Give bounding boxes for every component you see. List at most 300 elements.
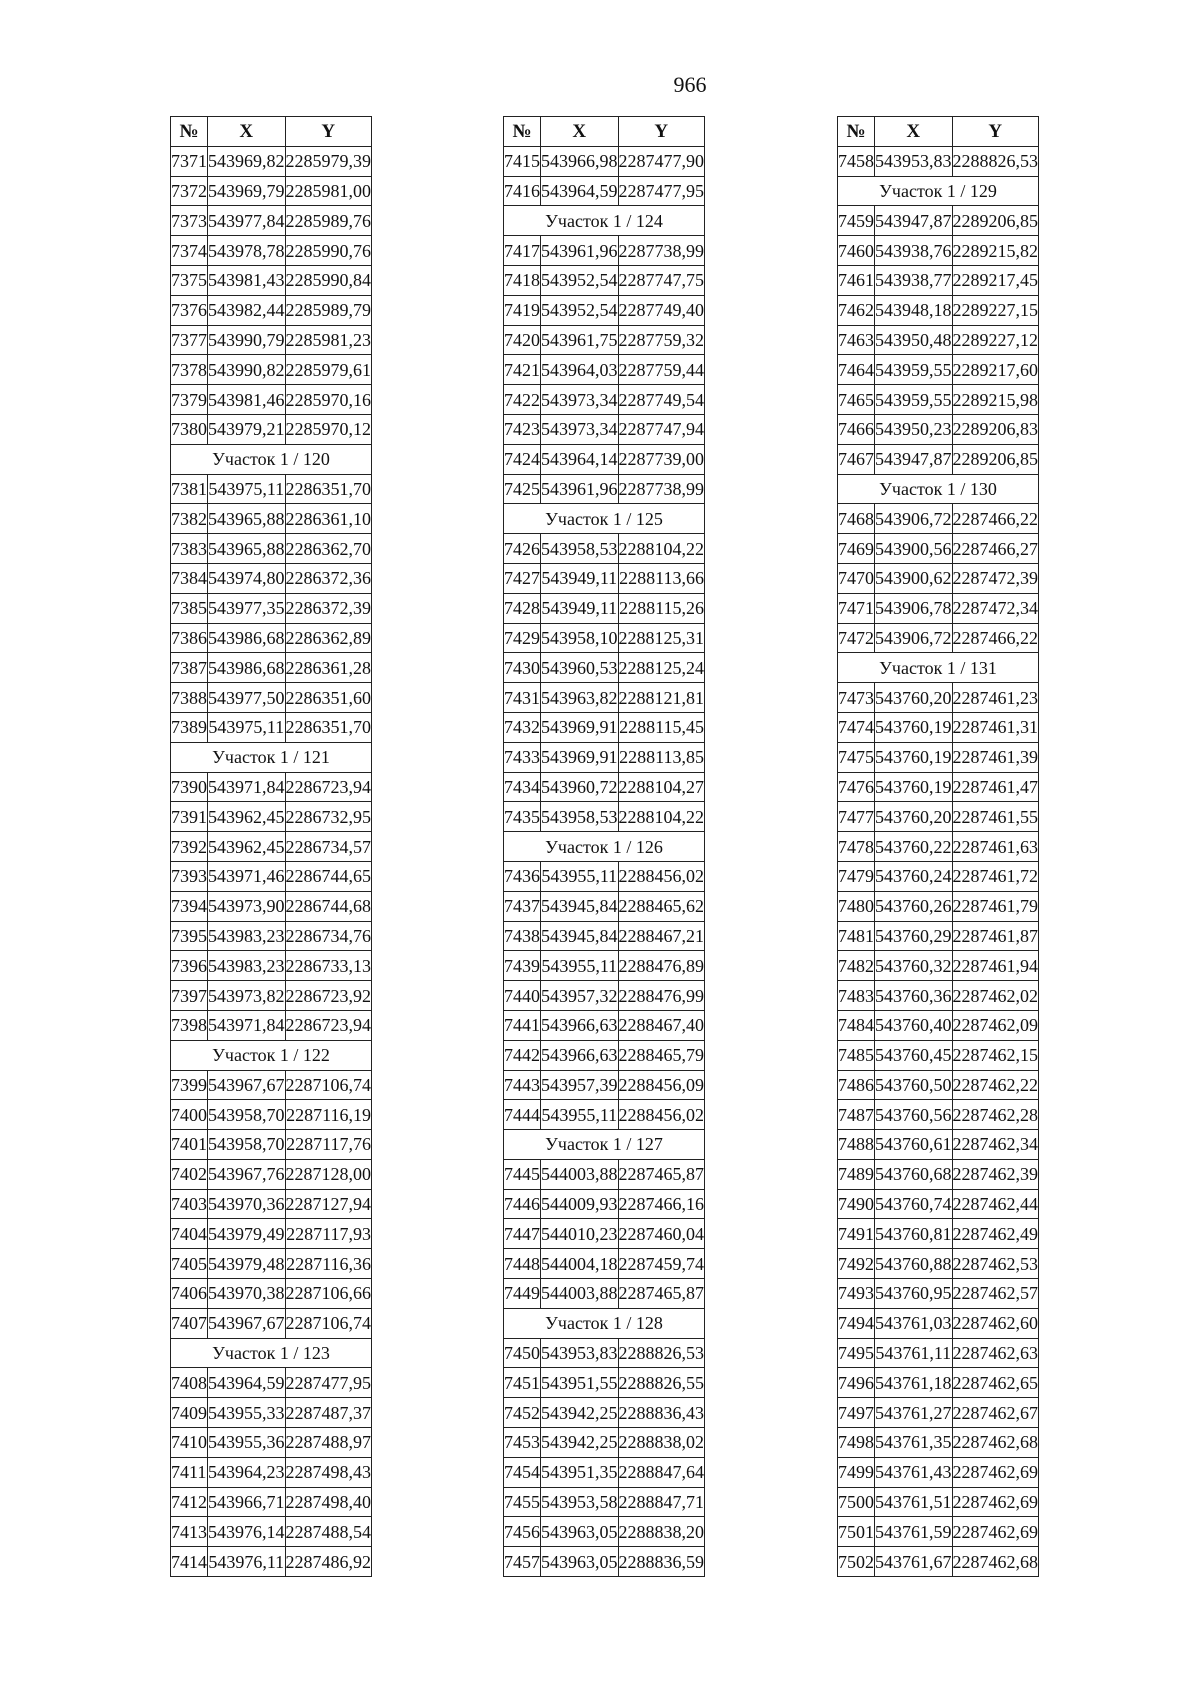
y-coordinate: 2288104,27 bbox=[618, 772, 705, 802]
y-coordinate: 2285981,23 bbox=[285, 325, 372, 355]
y-coordinate: 2289227,15 bbox=[952, 295, 1039, 325]
y-coordinate: 2287106,74 bbox=[285, 1070, 372, 1100]
table-row bbox=[838, 1279, 1039, 1309]
x-coordinate: 543942,25 bbox=[541, 1398, 619, 1428]
point-number: 7386 bbox=[171, 623, 208, 653]
table-row bbox=[171, 981, 372, 1011]
point-number: 7408 bbox=[171, 1368, 208, 1398]
table-row bbox=[838, 1308, 1039, 1338]
y-coordinate: 2288467,40 bbox=[618, 1010, 705, 1040]
point-number: 7436 bbox=[504, 861, 541, 891]
point-number: 7403 bbox=[171, 1189, 208, 1219]
y-coordinate: 2289217,60 bbox=[952, 355, 1039, 385]
point-number: 7391 bbox=[171, 802, 208, 832]
y-coordinate: 2287465,87 bbox=[618, 1279, 705, 1309]
y-coordinate: 2287747,75 bbox=[618, 265, 705, 295]
point-number: 7445 bbox=[504, 1159, 541, 1189]
point-number: 7500 bbox=[838, 1487, 875, 1517]
x-coordinate: 543947,87 bbox=[875, 206, 953, 236]
y-coordinate: 2289215,82 bbox=[952, 236, 1039, 266]
table-row bbox=[838, 951, 1039, 981]
table-row bbox=[171, 832, 372, 862]
y-coordinate: 2287462,34 bbox=[952, 1130, 1039, 1160]
x-coordinate: 543760,95 bbox=[875, 1279, 953, 1309]
table-row bbox=[171, 355, 372, 385]
table-row bbox=[171, 921, 372, 951]
x-coordinate: 543760,19 bbox=[875, 772, 953, 802]
x-coordinate: 543906,78 bbox=[875, 593, 953, 623]
section-title: Участок 1 / 131 bbox=[838, 653, 1039, 683]
x-coordinate: 543945,84 bbox=[541, 891, 619, 921]
point-number: 7426 bbox=[504, 534, 541, 564]
table-row bbox=[504, 295, 705, 325]
y-coordinate: 2288465,62 bbox=[618, 891, 705, 921]
table-row bbox=[171, 653, 372, 683]
point-number: 7389 bbox=[171, 712, 208, 742]
x-coordinate: 543969,91 bbox=[541, 712, 619, 742]
x-coordinate: 543761,18 bbox=[875, 1368, 953, 1398]
x-coordinate: 543969,82 bbox=[208, 146, 286, 176]
y-coordinate: 2287498,40 bbox=[285, 1487, 372, 1517]
x-coordinate: 543971,84 bbox=[208, 1010, 286, 1040]
x-coordinate: 543964,03 bbox=[541, 355, 619, 385]
y-coordinate: 2286744,68 bbox=[285, 891, 372, 921]
x-coordinate: 543973,82 bbox=[208, 981, 286, 1011]
header-y: Y bbox=[285, 117, 372, 147]
point-number: 7380 bbox=[171, 414, 208, 444]
x-coordinate: 543977,35 bbox=[208, 593, 286, 623]
y-coordinate: 2287488,54 bbox=[285, 1517, 372, 1547]
point-number: 7496 bbox=[838, 1368, 875, 1398]
x-coordinate: 543950,23 bbox=[875, 414, 953, 444]
y-coordinate: 2289206,85 bbox=[952, 206, 1039, 236]
table-row bbox=[504, 951, 705, 981]
point-number: 7455 bbox=[504, 1487, 541, 1517]
point-number: 7378 bbox=[171, 355, 208, 385]
point-number: 7466 bbox=[838, 414, 875, 444]
point-number: 7494 bbox=[838, 1308, 875, 1338]
table-row bbox=[504, 534, 705, 564]
x-coordinate: 543952,54 bbox=[541, 295, 619, 325]
x-coordinate: 543983,23 bbox=[208, 921, 286, 951]
point-number: 7495 bbox=[838, 1338, 875, 1368]
point-number: 7461 bbox=[838, 265, 875, 295]
y-coordinate: 2286362,89 bbox=[285, 623, 372, 653]
table-row bbox=[838, 802, 1039, 832]
point-number: 7412 bbox=[171, 1487, 208, 1517]
x-coordinate: 543960,53 bbox=[541, 653, 619, 683]
table-row bbox=[838, 355, 1039, 385]
point-number: 7441 bbox=[504, 1010, 541, 1040]
table-row bbox=[838, 1368, 1039, 1398]
y-coordinate: 2287462,22 bbox=[952, 1070, 1039, 1100]
coordinate-table-2 bbox=[503, 116, 705, 1577]
x-coordinate: 543966,63 bbox=[541, 1040, 619, 1070]
table-row bbox=[171, 772, 372, 802]
table-row bbox=[171, 1547, 372, 1577]
table-row bbox=[171, 1457, 372, 1487]
x-coordinate: 543760,74 bbox=[875, 1189, 953, 1219]
point-number: 7407 bbox=[171, 1308, 208, 1338]
header-y: Y bbox=[952, 117, 1039, 147]
point-number: 7481 bbox=[838, 921, 875, 951]
section-title: Участок 1 / 123 bbox=[171, 1338, 372, 1368]
table-row bbox=[504, 1398, 705, 1428]
x-coordinate: 543952,54 bbox=[541, 265, 619, 295]
point-number: 7438 bbox=[504, 921, 541, 951]
y-coordinate: 2288838,02 bbox=[618, 1428, 705, 1458]
point-number: 7417 bbox=[504, 236, 541, 266]
x-coordinate: 543967,76 bbox=[208, 1159, 286, 1189]
section-title: Участок 1 / 126 bbox=[504, 832, 705, 862]
table-row bbox=[838, 1130, 1039, 1160]
table-row bbox=[171, 1398, 372, 1428]
point-number: 7475 bbox=[838, 742, 875, 772]
table-row bbox=[838, 683, 1039, 713]
point-number: 7483 bbox=[838, 981, 875, 1011]
y-coordinate: 2287462,39 bbox=[952, 1159, 1039, 1189]
x-coordinate: 543964,59 bbox=[208, 1368, 286, 1398]
point-number: 7404 bbox=[171, 1219, 208, 1249]
point-number: 7492 bbox=[838, 1249, 875, 1279]
y-coordinate: 2286351,60 bbox=[285, 683, 372, 713]
table-row bbox=[171, 265, 372, 295]
point-number: 7406 bbox=[171, 1279, 208, 1309]
header-number: № bbox=[504, 117, 541, 147]
x-coordinate: 543969,79 bbox=[208, 176, 286, 206]
y-coordinate: 2288121,81 bbox=[618, 683, 705, 713]
y-coordinate: 2287128,00 bbox=[285, 1159, 372, 1189]
y-coordinate: 2287466,22 bbox=[952, 504, 1039, 534]
x-coordinate: 543983,23 bbox=[208, 951, 286, 981]
y-coordinate: 2286733,13 bbox=[285, 951, 372, 981]
point-number: 7428 bbox=[504, 593, 541, 623]
table-row bbox=[838, 1547, 1039, 1577]
table-row bbox=[504, 1040, 705, 1070]
point-number: 7431 bbox=[504, 683, 541, 713]
point-number: 7470 bbox=[838, 563, 875, 593]
x-coordinate: 543761,59 bbox=[875, 1517, 953, 1547]
table-row bbox=[171, 623, 372, 653]
point-number: 7458 bbox=[838, 146, 875, 176]
x-coordinate: 543761,67 bbox=[875, 1547, 953, 1577]
y-coordinate: 2286723,92 bbox=[285, 981, 372, 1011]
y-coordinate: 2287477,90 bbox=[618, 146, 705, 176]
point-number: 7502 bbox=[838, 1547, 875, 1577]
x-coordinate: 543761,51 bbox=[875, 1487, 953, 1517]
point-number: 7395 bbox=[171, 921, 208, 951]
x-coordinate: 543760,24 bbox=[875, 861, 953, 891]
y-coordinate: 2288113,66 bbox=[618, 563, 705, 593]
point-number: 7414 bbox=[171, 1547, 208, 1577]
y-coordinate: 2286351,70 bbox=[285, 712, 372, 742]
point-number: 7427 bbox=[504, 563, 541, 593]
y-coordinate: 2287749,54 bbox=[618, 385, 705, 415]
point-number: 7379 bbox=[171, 385, 208, 415]
table-row bbox=[838, 563, 1039, 593]
point-number: 7416 bbox=[504, 176, 541, 206]
table-row bbox=[504, 683, 705, 713]
y-coordinate: 2287461,94 bbox=[952, 951, 1039, 981]
table-row bbox=[504, 414, 705, 444]
point-number: 7454 bbox=[504, 1457, 541, 1487]
y-coordinate: 2287461,55 bbox=[952, 802, 1039, 832]
point-number: 7381 bbox=[171, 474, 208, 504]
y-coordinate: 2288847,64 bbox=[618, 1457, 705, 1487]
x-coordinate: 543947,87 bbox=[875, 444, 953, 474]
point-number: 7449 bbox=[504, 1279, 541, 1309]
header-x: X bbox=[208, 117, 286, 147]
point-number: 7423 bbox=[504, 414, 541, 444]
y-coordinate: 2288836,59 bbox=[618, 1547, 705, 1577]
table-row bbox=[504, 1368, 705, 1398]
table-row bbox=[838, 1040, 1039, 1070]
x-coordinate: 543760,40 bbox=[875, 1010, 953, 1040]
section-title: Участок 1 / 127 bbox=[504, 1130, 705, 1160]
x-coordinate: 543966,98 bbox=[541, 146, 619, 176]
y-coordinate: 2287462,69 bbox=[952, 1487, 1039, 1517]
x-coordinate: 543942,25 bbox=[541, 1428, 619, 1458]
x-coordinate: 543760,50 bbox=[875, 1070, 953, 1100]
y-coordinate: 2287739,00 bbox=[618, 444, 705, 474]
y-coordinate: 2287738,99 bbox=[618, 236, 705, 266]
x-coordinate: 543760,29 bbox=[875, 921, 953, 951]
y-coordinate: 2287461,39 bbox=[952, 742, 1039, 772]
point-number: 7448 bbox=[504, 1249, 541, 1279]
x-coordinate: 543938,76 bbox=[875, 236, 953, 266]
point-number: 7499 bbox=[838, 1457, 875, 1487]
table-row bbox=[838, 1189, 1039, 1219]
table-row bbox=[838, 146, 1039, 176]
y-coordinate: 2288456,02 bbox=[618, 1100, 705, 1130]
table-row bbox=[838, 1338, 1039, 1368]
y-coordinate: 2287462,68 bbox=[952, 1428, 1039, 1458]
table-row bbox=[504, 444, 705, 474]
x-coordinate: 543974,80 bbox=[208, 563, 286, 593]
x-coordinate: 543906,72 bbox=[875, 623, 953, 653]
point-number: 7460 bbox=[838, 236, 875, 266]
y-coordinate: 2288826,53 bbox=[952, 146, 1039, 176]
x-coordinate: 543955,36 bbox=[208, 1428, 286, 1458]
table-row bbox=[171, 1487, 372, 1517]
x-coordinate: 543973,34 bbox=[541, 414, 619, 444]
x-coordinate: 543959,55 bbox=[875, 385, 953, 415]
table-row bbox=[504, 1189, 705, 1219]
table-row bbox=[838, 742, 1039, 772]
y-coordinate: 2286372,36 bbox=[285, 563, 372, 593]
point-number: 7497 bbox=[838, 1398, 875, 1428]
table-row bbox=[838, 593, 1039, 623]
x-coordinate: 543963,05 bbox=[541, 1547, 619, 1577]
y-coordinate: 2285989,76 bbox=[285, 206, 372, 236]
table-row bbox=[838, 414, 1039, 444]
header-number: № bbox=[171, 117, 208, 147]
y-coordinate: 2289217,45 bbox=[952, 265, 1039, 295]
table-row bbox=[171, 1070, 372, 1100]
x-coordinate: 543971,46 bbox=[208, 861, 286, 891]
y-coordinate: 2285979,39 bbox=[285, 146, 372, 176]
table-row bbox=[838, 832, 1039, 862]
x-coordinate: 543978,78 bbox=[208, 236, 286, 266]
table-row bbox=[171, 1308, 372, 1338]
table-row bbox=[504, 176, 705, 206]
x-coordinate: 543955,11 bbox=[541, 1100, 619, 1130]
table-row bbox=[504, 563, 705, 593]
y-coordinate: 2286372,39 bbox=[285, 593, 372, 623]
point-number: 7410 bbox=[171, 1428, 208, 1458]
point-number: 7390 bbox=[171, 772, 208, 802]
table-row bbox=[504, 1457, 705, 1487]
point-number: 7463 bbox=[838, 325, 875, 355]
table-row bbox=[504, 921, 705, 951]
section-row bbox=[838, 653, 1039, 683]
table-row bbox=[504, 1517, 705, 1547]
table-row bbox=[504, 146, 705, 176]
table-row bbox=[838, 236, 1039, 266]
point-number: 7453 bbox=[504, 1428, 541, 1458]
point-number: 7480 bbox=[838, 891, 875, 921]
table-row bbox=[504, 325, 705, 355]
point-number: 7446 bbox=[504, 1189, 541, 1219]
table-row bbox=[171, 1100, 372, 1130]
table-row bbox=[504, 1219, 705, 1249]
table-row bbox=[838, 1487, 1039, 1517]
y-coordinate: 2287106,74 bbox=[285, 1308, 372, 1338]
y-coordinate: 2285970,16 bbox=[285, 385, 372, 415]
table-row bbox=[171, 1368, 372, 1398]
x-coordinate: 543979,21 bbox=[208, 414, 286, 444]
table-row bbox=[838, 1070, 1039, 1100]
table-row bbox=[171, 1279, 372, 1309]
point-number: 7425 bbox=[504, 474, 541, 504]
y-coordinate: 2287487,37 bbox=[285, 1398, 372, 1428]
point-number: 7433 bbox=[504, 742, 541, 772]
point-number: 7457 bbox=[504, 1547, 541, 1577]
y-coordinate: 2287462,28 bbox=[952, 1100, 1039, 1130]
header-row bbox=[504, 117, 705, 147]
x-coordinate: 543760,20 bbox=[875, 683, 953, 713]
y-coordinate: 2287461,72 bbox=[952, 861, 1039, 891]
point-number: 7413 bbox=[171, 1517, 208, 1547]
x-coordinate: 544003,88 bbox=[541, 1279, 619, 1309]
y-coordinate: 2286734,57 bbox=[285, 832, 372, 862]
table-row bbox=[838, 295, 1039, 325]
section-row bbox=[171, 742, 372, 772]
y-coordinate: 2288104,22 bbox=[618, 802, 705, 832]
x-coordinate: 543955,11 bbox=[541, 951, 619, 981]
x-coordinate: 543990,79 bbox=[208, 325, 286, 355]
point-number: 7493 bbox=[838, 1279, 875, 1309]
y-coordinate: 2287488,97 bbox=[285, 1428, 372, 1458]
x-coordinate: 543970,36 bbox=[208, 1189, 286, 1219]
y-coordinate: 2287498,43 bbox=[285, 1457, 372, 1487]
header-row bbox=[838, 117, 1039, 147]
y-coordinate: 2287462,57 bbox=[952, 1279, 1039, 1309]
point-number: 7375 bbox=[171, 265, 208, 295]
table-row bbox=[838, 772, 1039, 802]
x-coordinate: 543958,70 bbox=[208, 1130, 286, 1160]
y-coordinate: 2287466,27 bbox=[952, 534, 1039, 564]
point-number: 7442 bbox=[504, 1040, 541, 1070]
x-coordinate: 543967,67 bbox=[208, 1308, 286, 1338]
x-coordinate: 543761,11 bbox=[875, 1338, 953, 1368]
table-row bbox=[171, 861, 372, 891]
y-coordinate: 2286744,65 bbox=[285, 861, 372, 891]
point-number: 7450 bbox=[504, 1338, 541, 1368]
point-number: 7394 bbox=[171, 891, 208, 921]
table-row bbox=[171, 385, 372, 415]
section-row bbox=[838, 474, 1039, 504]
y-coordinate: 2288125,31 bbox=[618, 623, 705, 653]
x-coordinate: 543760,26 bbox=[875, 891, 953, 921]
point-number: 7447 bbox=[504, 1219, 541, 1249]
point-number: 7401 bbox=[171, 1130, 208, 1160]
point-number: 7384 bbox=[171, 563, 208, 593]
x-coordinate: 543760,88 bbox=[875, 1249, 953, 1279]
table-row bbox=[838, 504, 1039, 534]
y-coordinate: 2288826,53 bbox=[618, 1338, 705, 1368]
x-coordinate: 543982,44 bbox=[208, 295, 286, 325]
table-row bbox=[504, 1070, 705, 1100]
section-row bbox=[171, 1338, 372, 1368]
y-coordinate: 2287462,15 bbox=[952, 1040, 1039, 1070]
y-coordinate: 2287466,16 bbox=[618, 1189, 705, 1219]
point-number: 7490 bbox=[838, 1189, 875, 1219]
table-row bbox=[504, 653, 705, 683]
point-number: 7478 bbox=[838, 832, 875, 862]
point-number: 7411 bbox=[171, 1457, 208, 1487]
table-row bbox=[838, 1249, 1039, 1279]
point-number: 7464 bbox=[838, 355, 875, 385]
point-number: 7439 bbox=[504, 951, 541, 981]
y-coordinate: 2288847,71 bbox=[618, 1487, 705, 1517]
table-row bbox=[504, 1338, 705, 1368]
x-coordinate: 543949,11 bbox=[541, 563, 619, 593]
y-coordinate: 2286723,94 bbox=[285, 1010, 372, 1040]
section-row bbox=[504, 504, 705, 534]
table-row bbox=[171, 176, 372, 206]
x-coordinate: 543966,63 bbox=[541, 1010, 619, 1040]
x-coordinate: 543900,62 bbox=[875, 563, 953, 593]
y-coordinate: 2286351,70 bbox=[285, 474, 372, 504]
y-coordinate: 2287759,32 bbox=[618, 325, 705, 355]
y-coordinate: 2285990,76 bbox=[285, 236, 372, 266]
table-row bbox=[171, 474, 372, 504]
table-row bbox=[838, 1010, 1039, 1040]
x-coordinate: 543981,46 bbox=[208, 385, 286, 415]
table-row bbox=[504, 1100, 705, 1130]
x-coordinate: 543955,33 bbox=[208, 1398, 286, 1428]
y-coordinate: 2287466,22 bbox=[952, 623, 1039, 653]
point-number: 7482 bbox=[838, 951, 875, 981]
y-coordinate: 2285989,79 bbox=[285, 295, 372, 325]
table-row bbox=[838, 444, 1039, 474]
x-coordinate: 543977,84 bbox=[208, 206, 286, 236]
table-row bbox=[171, 1219, 372, 1249]
point-number: 7409 bbox=[171, 1398, 208, 1428]
y-coordinate: 2288467,21 bbox=[618, 921, 705, 951]
x-coordinate: 543981,43 bbox=[208, 265, 286, 295]
x-coordinate: 543760,20 bbox=[875, 802, 953, 832]
y-coordinate: 2287462,49 bbox=[952, 1219, 1039, 1249]
section-title: Участок 1 / 125 bbox=[504, 504, 705, 534]
point-number: 7487 bbox=[838, 1100, 875, 1130]
y-coordinate: 2287459,74 bbox=[618, 1249, 705, 1279]
table-row bbox=[504, 1279, 705, 1309]
table-row bbox=[171, 414, 372, 444]
x-coordinate: 543959,55 bbox=[875, 355, 953, 385]
table-row bbox=[504, 623, 705, 653]
